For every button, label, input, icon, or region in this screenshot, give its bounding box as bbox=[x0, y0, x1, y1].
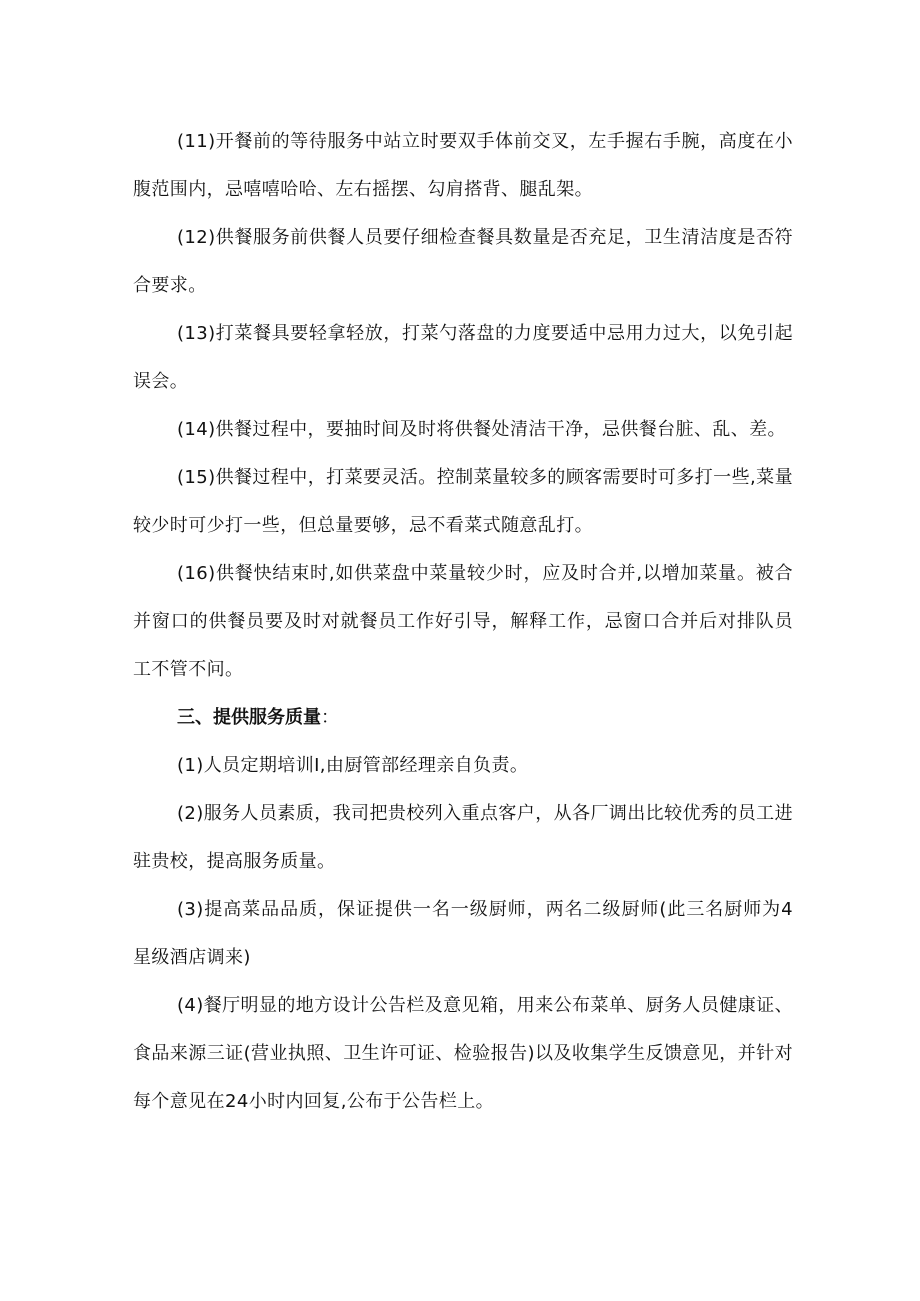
document-page bbox=[133, 118, 793, 1126]
paragraph-item-14: (14)供餐过程中，要抽时间及时将供餐处清洁干净，忌供餐台脏、乱、差。 bbox=[177, 419, 786, 440]
paragraph-item-4: (4)餐厅明显的地方设计公告栏及意见箱，用来公布菜单、厨务人员健康证、食品来源三证(营业执照、卫生许可证、检验报告)以及收集学生反馈意见，并针对每个意见在24小时内回复,公布于公告栏上。 bbox=[133, 995, 793, 1112]
paragraph-item-1: (1)人员定期培训I,由厨管部经理亲自负责。 bbox=[177, 755, 529, 776]
paragraph-item-13: (13)打菜餐具要轻拿轻放，打菜勺落盘的力度要适中忌用力过大，以免引起误会。 bbox=[133, 323, 793, 392]
paragraph-item-16: (16)供餐快结束时,如供菜盘中菜量较少时，应及时合并,以增加菜量。被合并窗口的供餐员要及时对就餐员工作好引导，解释工作，忌窗口合并后对排队员工不管不问。 bbox=[133, 563, 793, 680]
section-heading bbox=[133, 694, 793, 742]
section-heading-title: 三、提供服务质量 bbox=[177, 707, 321, 728]
paragraph-item-3: (3)提高菜品品质，保证提供一名一级厨师，两名二级厨师(此三名厨师为4星级酒店调来) bbox=[133, 899, 793, 968]
paragraph-item-15: (15)供餐过程中，打菜要灵活。控制菜量较多的顾客需要时可多打一些,菜量较少时可少打一些，但总量要够，忌不看菜式随意乱打。 bbox=[133, 467, 793, 536]
section-heading-colon: ： bbox=[321, 707, 339, 728]
paragraph-item-2: (2)服务人员素质，我司把贵校列入重点客户，从各厂调出比较优秀的员工进驻贵校，提高服务质量。 bbox=[133, 803, 793, 872]
paragraph-item-11: (11)开餐前的等待服务中站立时要双手体前交叉，左手握右手腕，高度在小腹范围内，忌嘻嘻哈哈、左右摇摆、勾肩搭背、腿乱架。 bbox=[133, 131, 793, 200]
paragraph-item-12: (12)供餐服务前供餐人员要仔细检查餐具数量是否充足，卫生清洁度是否符合要求。 bbox=[133, 227, 793, 296]
